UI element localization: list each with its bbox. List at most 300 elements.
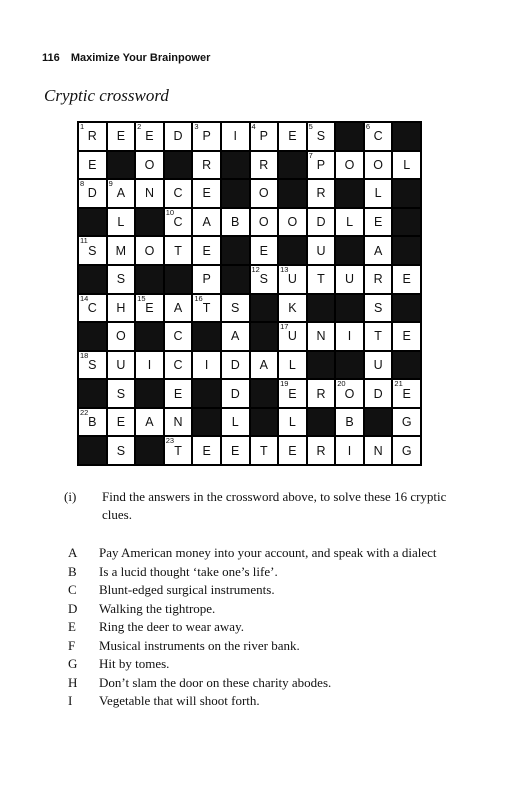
grid-cell: [364, 151, 393, 180]
clue-number: 4: [251, 122, 256, 131]
cell-letter: S: [373, 300, 383, 315]
grid-cell: [307, 151, 336, 180]
cell-letter: R: [316, 386, 326, 401]
grid-cell: [164, 122, 193, 151]
cell-letter: E: [116, 415, 126, 430]
grid-cell: [364, 179, 393, 208]
cell-letter: H: [116, 300, 126, 315]
cell-letter: N: [144, 186, 154, 201]
black-square: [392, 179, 421, 208]
cell-letter: A: [202, 215, 211, 230]
cell-letter: T: [374, 329, 382, 344]
grid-cell: [192, 236, 221, 265]
black-square: [364, 408, 393, 437]
clue-number: 2: [137, 122, 142, 131]
grid-cell: [135, 151, 164, 180]
black-square: [278, 236, 307, 265]
cell-letter: A: [373, 243, 383, 258]
grid-cell: [307, 236, 336, 265]
clue-text: Ring the deer to wear away.: [99, 619, 244, 634]
cell-letter: S: [116, 443, 126, 458]
grid-cell: [107, 265, 136, 294]
grid-cell: [335, 379, 364, 408]
grid-cell: [78, 236, 107, 265]
cell-letter: P: [259, 129, 268, 144]
cell-letter: L: [374, 186, 382, 201]
cell-letter: E: [288, 443, 297, 458]
grid-cell: [335, 436, 364, 465]
clue-item: [68, 544, 468, 563]
cell-letter: U: [373, 357, 383, 372]
grid-cell: [307, 122, 336, 151]
grid-cell: [78, 294, 107, 323]
black-square: [135, 436, 164, 465]
grid-cell: [107, 179, 136, 208]
cell-letter: O: [258, 186, 269, 201]
grid-cell: [221, 436, 250, 465]
cell-letter: U: [287, 272, 297, 287]
cell-letter: P: [316, 157, 326, 172]
grid-cell: [392, 322, 421, 351]
grid-cell: [164, 408, 193, 437]
grid-cell: [78, 151, 107, 180]
cell-letter: E: [402, 272, 411, 287]
cell-letter: C: [173, 215, 183, 230]
grid-cell: [107, 122, 136, 151]
clue-letter: A: [68, 545, 78, 560]
grid-cell: [250, 122, 279, 151]
clue-item: [68, 692, 468, 711]
grid-cell: [164, 294, 193, 323]
grid-cell: [307, 265, 336, 294]
black-square: [107, 151, 136, 180]
grid-cell: [221, 322, 250, 351]
black-square: [221, 151, 250, 180]
question-instruction: [64, 488, 464, 524]
cell-letter: L: [346, 215, 354, 230]
black-square: [78, 208, 107, 237]
cell-letter: E: [259, 243, 268, 258]
cell-letter: S: [231, 300, 240, 315]
cell-letter: S: [88, 357, 97, 372]
clue-number: 13: [280, 264, 289, 274]
grid-cell: [278, 351, 307, 380]
black-square: [221, 236, 250, 265]
grid-cell: [107, 236, 136, 265]
clue-text: Pay American money into your account, and speak with a dialect: [99, 545, 437, 560]
cell-letter: S: [316, 129, 326, 144]
cell-letter: D: [173, 129, 183, 144]
clue-letter: C: [68, 582, 77, 597]
grid-cell: [164, 208, 193, 237]
black-square: [278, 151, 307, 180]
clue-number: 22: [80, 407, 89, 417]
cell-letter: P: [202, 272, 211, 287]
black-square: [392, 351, 421, 380]
grid-cell: [278, 408, 307, 437]
cell-letter: L: [288, 415, 296, 430]
clue-letter: I: [68, 693, 73, 708]
cell-letter: E: [202, 243, 211, 258]
grid-cell: [135, 351, 164, 380]
grid-cell: [250, 265, 279, 294]
cell-letter: E: [202, 186, 211, 201]
clue-letter: E: [68, 619, 76, 634]
cell-letter: I: [147, 357, 152, 372]
clue-letter: G: [68, 656, 78, 671]
grid-cell: [364, 236, 393, 265]
grid-cell: [278, 122, 307, 151]
cell-letter: T: [202, 300, 211, 315]
clue-text: Walking the tightrope.: [99, 600, 216, 616]
black-square: [135, 265, 164, 294]
cell-letter: T: [174, 443, 182, 458]
grid-cell: [221, 122, 250, 151]
cell-letter: E: [288, 386, 297, 401]
cell-letter: U: [316, 243, 326, 258]
grid-cell: [135, 122, 164, 151]
running-header: [42, 52, 210, 64]
black-square: [335, 179, 364, 208]
clue-text: Is a lucid thought ‘take one’s life’.: [99, 563, 278, 579]
crossword-grid: [77, 121, 422, 466]
grid-cell: [278, 379, 307, 408]
grid-cell: [307, 436, 336, 465]
clue-item: [68, 600, 468, 619]
black-square: [250, 294, 279, 323]
cell-letter: R: [316, 186, 326, 201]
grid-cell: [278, 436, 307, 465]
black-square: [335, 294, 364, 323]
grid-cell: [278, 208, 307, 237]
clue-number: 21: [394, 379, 403, 389]
cell-letter: T: [259, 443, 268, 458]
grid-cell: [364, 436, 393, 465]
page-number: 116: [42, 52, 60, 64]
black-square: [221, 179, 250, 208]
black-square: [335, 236, 364, 265]
grid-cell: [192, 122, 221, 151]
cell-letter: O: [344, 386, 355, 401]
clue-number: 15: [137, 293, 146, 303]
cell-letter: R: [87, 129, 97, 144]
clue-text: Musical instruments on the river bank.: [99, 637, 300, 653]
grid-cell: [78, 351, 107, 380]
black-square: [192, 379, 221, 408]
grid-cell: [335, 151, 364, 180]
cell-letter: S: [116, 272, 126, 287]
black-square: [164, 265, 193, 294]
clue-number: 14: [80, 293, 89, 303]
grid-cell: [307, 322, 336, 351]
clue-number: 7: [308, 150, 313, 160]
cell-letter: E: [202, 443, 211, 458]
grid-cell: [335, 265, 364, 294]
grid-cell: [335, 408, 364, 437]
grid-cell: [135, 408, 164, 437]
cell-letter: B: [345, 415, 354, 430]
cell-letter: O: [116, 329, 126, 344]
question-text: Find the answers in the crossword above, to solve these 16 cryptic clues.: [102, 489, 447, 522]
cell-letter: A: [231, 329, 240, 344]
cell-letter: I: [347, 329, 352, 344]
grid-cell: [221, 208, 250, 237]
cell-letter: C: [173, 329, 183, 344]
grid-cell: [221, 379, 250, 408]
cell-letter: L: [117, 215, 125, 230]
clue-item: [68, 618, 468, 637]
cell-letter: O: [144, 243, 155, 258]
black-square: [392, 208, 421, 237]
black-square: [78, 436, 107, 465]
clue-item: [68, 637, 468, 656]
black-square: [307, 294, 336, 323]
clue-number: 6: [365, 122, 370, 131]
grid-cell: [192, 436, 221, 465]
black-square: [250, 408, 279, 437]
cell-letter: D: [230, 357, 240, 372]
cell-letter: D: [230, 386, 240, 401]
cell-letter: D: [87, 186, 97, 201]
clue-text: Blunt-edged surgical instruments.: [99, 582, 275, 597]
grid-cell: [221, 408, 250, 437]
black-square: [135, 322, 164, 351]
grid-cell: [250, 151, 279, 180]
clue-number: 16: [194, 293, 203, 303]
clue-number: 23: [165, 436, 175, 446]
grid-cell: [307, 379, 336, 408]
cell-letter: B: [231, 215, 240, 230]
cell-letter: E: [145, 300, 154, 315]
black-square: [307, 351, 336, 380]
cell-letter: O: [144, 157, 155, 172]
clue-number: 1: [80, 122, 85, 131]
cell-letter: S: [116, 386, 126, 401]
black-square: [135, 379, 164, 408]
cell-letter: G: [401, 443, 412, 458]
cell-letter: N: [173, 415, 183, 430]
grid-cell: [78, 408, 107, 437]
cell-letter: I: [204, 357, 209, 372]
clue-letter: B: [68, 563, 77, 579]
grid-cell: [107, 294, 136, 323]
running-title: Maximize Your Brainpower: [70, 52, 211, 64]
grid-cell: [135, 236, 164, 265]
cell-letter: E: [145, 129, 154, 144]
cell-letter: K: [288, 300, 297, 315]
grid-cell: [107, 436, 136, 465]
cell-letter: R: [202, 157, 212, 172]
cell-letter: R: [316, 443, 326, 458]
clue-number: 19: [280, 379, 289, 389]
clue-text: Vegetable that will shoot forth.: [99, 693, 260, 708]
cell-letter: C: [173, 357, 183, 372]
grid-cell: [192, 208, 221, 237]
grid-cell: [335, 322, 364, 351]
clue-number: 9: [108, 179, 113, 189]
grid-cell: [78, 179, 107, 208]
grid-cell: [135, 294, 164, 323]
grid-cell: [250, 179, 279, 208]
grid-cell: [250, 351, 279, 380]
cell-letter: C: [87, 300, 97, 315]
cell-letter: O: [373, 157, 383, 172]
grid-cell: [164, 179, 193, 208]
grid-cell: [250, 436, 279, 465]
clue-number: 10: [165, 207, 175, 217]
cell-letter: A: [173, 300, 183, 315]
question-number: (i): [64, 489, 77, 504]
cell-letter: L: [403, 157, 411, 172]
cell-letter: D: [373, 386, 383, 401]
grid-cell: [107, 379, 136, 408]
grid-cell: [364, 379, 393, 408]
grid-cell: [364, 265, 393, 294]
cell-letter: U: [116, 357, 126, 372]
cell-letter: R: [259, 157, 269, 172]
cell-letter: A: [259, 357, 268, 372]
cell-letter: N: [373, 443, 383, 458]
clue-letter: F: [68, 637, 76, 653]
black-square: [78, 265, 107, 294]
cell-letter: U: [287, 329, 297, 344]
cell-letter: I: [347, 443, 352, 458]
black-square: [221, 265, 250, 294]
cell-letter: E: [402, 386, 411, 401]
grid-cell: [78, 122, 107, 151]
cell-letter: C: [373, 129, 383, 144]
black-square: [335, 122, 364, 151]
cell-letter: G: [401, 415, 412, 430]
clue-number: 11: [80, 236, 88, 246]
grid-cell: [164, 379, 193, 408]
grid-cell: [278, 265, 307, 294]
grid-cell: [107, 351, 136, 380]
black-square: [392, 236, 421, 265]
grid-cell: [250, 236, 279, 265]
cell-letter: O: [287, 215, 298, 230]
black-square: [78, 379, 107, 408]
black-square: [307, 408, 336, 437]
grid-cell: [307, 179, 336, 208]
clue-number: 5: [308, 122, 313, 131]
cell-letter: O: [344, 157, 355, 172]
grid-cell: [392, 265, 421, 294]
black-square: [392, 294, 421, 323]
grid-cell: [364, 294, 393, 323]
cell-letter: E: [173, 386, 183, 401]
clue-number: 18: [80, 350, 89, 360]
grid-cell: [192, 179, 221, 208]
grid-cell: [192, 265, 221, 294]
cell-letter: B: [88, 415, 97, 430]
clue-list: [68, 544, 468, 711]
clue-number: 3: [194, 122, 199, 131]
cell-letter: L: [288, 357, 296, 372]
cell-letter: R: [373, 272, 383, 287]
grid-cell: [278, 294, 307, 323]
cell-letter: N: [316, 329, 326, 344]
grid-cell: [392, 436, 421, 465]
grid-cell: [250, 208, 279, 237]
grid-cell: [392, 379, 421, 408]
cell-letter: T: [317, 272, 325, 287]
grid-cell: [364, 122, 393, 151]
black-square: [192, 408, 221, 437]
cell-letter: E: [402, 329, 411, 344]
grid-cell: [164, 322, 193, 351]
cell-letter: E: [231, 443, 240, 458]
cell-letter: A: [145, 415, 154, 430]
clue-letter: D: [68, 600, 78, 616]
clue-text: Don’t slam the door on these charity abodes.: [99, 674, 332, 690]
cell-letter: C: [173, 186, 183, 201]
grid-cell: [164, 351, 193, 380]
grid-cell: [107, 208, 136, 237]
grid-cell: [392, 151, 421, 180]
black-square: [250, 322, 279, 351]
grid-cell: [107, 322, 136, 351]
cell-letter: E: [373, 215, 383, 230]
grid-cell: [278, 322, 307, 351]
clue-number: 20: [337, 379, 346, 389]
cell-letter: P: [202, 129, 211, 144]
grid-cell: [164, 236, 193, 265]
cell-letter: S: [259, 272, 268, 287]
clue-item: [68, 655, 468, 674]
black-square: [135, 208, 164, 237]
clue-item: [68, 674, 468, 693]
black-square: [335, 351, 364, 380]
cell-letter: D: [316, 215, 326, 230]
black-square: [164, 151, 193, 180]
grid-cell: [135, 179, 164, 208]
black-square: [78, 322, 107, 351]
cell-letter: U: [345, 272, 355, 287]
cell-letter: O: [258, 215, 269, 230]
grid-cell: [107, 408, 136, 437]
grid-cell: [164, 436, 193, 465]
section-title: Cryptic crossword: [44, 86, 169, 105]
grid-cell: [221, 294, 250, 323]
cell-letter: E: [116, 129, 126, 144]
clue-text: Hit by tomes.: [99, 656, 170, 671]
grid-cell: [192, 294, 221, 323]
clue-letter: H: [68, 674, 78, 690]
clue-number: 8: [80, 179, 85, 189]
grid-cell: [364, 351, 393, 380]
grid-cell: [192, 151, 221, 180]
grid-cell: [192, 351, 221, 380]
cell-letter: E: [288, 129, 297, 144]
clue-number: 17: [280, 322, 289, 332]
grid-cell: [221, 351, 250, 380]
black-square: [250, 379, 279, 408]
clue-number: 12: [251, 264, 260, 274]
grid-cell: [335, 208, 364, 237]
grid-cell: [364, 208, 393, 237]
grid-cell: [307, 208, 336, 237]
clue-item: [68, 563, 468, 582]
cell-letter: I: [233, 129, 237, 144]
grid-cell: [364, 322, 393, 351]
cell-letter: L: [231, 415, 239, 430]
cell-letter: S: [88, 243, 97, 258]
grid-cell: [392, 408, 421, 437]
black-square: [192, 322, 221, 351]
cell-letter: T: [174, 243, 182, 258]
black-square: [392, 122, 421, 151]
